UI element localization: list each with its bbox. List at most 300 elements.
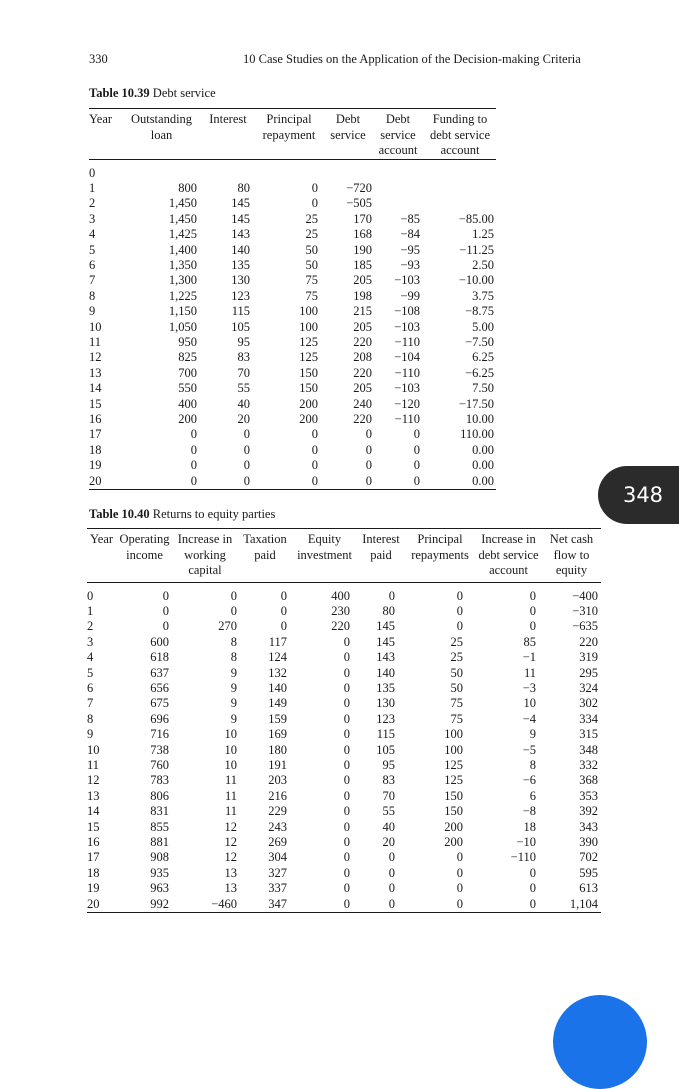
value-cell: 50 bbox=[305, 242, 318, 257]
table2-col-header: Net cash flow to equity bbox=[549, 532, 594, 577]
value-cell: 0 bbox=[413, 473, 420, 488]
year-cell: 10 bbox=[89, 319, 102, 334]
table-row bbox=[87, 773, 601, 788]
value-cell: −110 bbox=[394, 334, 420, 349]
value-cell: 1,350 bbox=[168, 257, 197, 272]
value-cell: −4 bbox=[522, 711, 536, 726]
value-cell: 0 bbox=[311, 196, 318, 211]
value-cell: 117 bbox=[268, 634, 287, 649]
table2-col-header: Increase in debt service account bbox=[478, 532, 539, 577]
value-cell: 198 bbox=[353, 288, 372, 303]
value-cell: 675 bbox=[150, 696, 169, 711]
value-cell: 220 bbox=[353, 334, 372, 349]
value-cell: 0 bbox=[343, 865, 350, 880]
value-cell: 130 bbox=[231, 273, 250, 288]
value-cell: 180 bbox=[268, 742, 287, 757]
value-cell: 390 bbox=[579, 835, 598, 849]
value-cell: 200 bbox=[444, 819, 463, 834]
value-cell: 0 bbox=[243, 473, 250, 488]
table-row bbox=[87, 681, 601, 696]
value-cell: 215 bbox=[353, 304, 372, 319]
value-cell: 0 bbox=[456, 603, 463, 618]
year-cell: 5 bbox=[89, 242, 96, 257]
table2-caption-label: Table 10.40 bbox=[89, 507, 150, 521]
table-row bbox=[89, 243, 496, 258]
value-cell: 200 bbox=[444, 835, 463, 849]
value-cell: 10 bbox=[523, 696, 536, 711]
value-cell: 0 bbox=[343, 650, 350, 665]
value-cell: 1,450 bbox=[168, 211, 197, 226]
value-cell bbox=[372, 196, 424, 211]
table-row bbox=[89, 474, 496, 490]
value-cell: −108 bbox=[394, 304, 420, 319]
value-cell: 150 bbox=[444, 788, 463, 803]
value-cell: 13 bbox=[224, 865, 237, 880]
year-cell: 18 bbox=[87, 865, 100, 880]
value-cell: 220 bbox=[579, 634, 598, 649]
table1-col-header: Principal repayment bbox=[262, 112, 316, 142]
value-cell: 0 bbox=[529, 865, 536, 880]
value-cell: 295 bbox=[579, 665, 598, 680]
value-cell: 800 bbox=[178, 180, 197, 195]
table2-col-header: Year bbox=[90, 532, 114, 546]
value-cell: 83 bbox=[382, 773, 395, 788]
table-row bbox=[89, 159, 496, 181]
value-cell: 205 bbox=[353, 381, 372, 396]
value-cell: 0 bbox=[243, 427, 250, 442]
year-cell: 1 bbox=[89, 180, 96, 195]
value-cell: −3 bbox=[522, 680, 536, 695]
value-cell: −93 bbox=[400, 257, 420, 272]
year-cell: 14 bbox=[89, 381, 102, 396]
value-cell bbox=[202, 159, 254, 181]
value-cell: 229 bbox=[268, 804, 287, 819]
value-cell: −310 bbox=[572, 603, 598, 618]
value-cell: 855 bbox=[150, 819, 169, 834]
table2-caption bbox=[89, 507, 275, 522]
value-cell: 319 bbox=[579, 650, 598, 665]
value-cell: 0 bbox=[456, 619, 463, 634]
table-row bbox=[87, 866, 601, 881]
value-cell: 75 bbox=[450, 711, 463, 726]
value-cell: 347 bbox=[268, 896, 287, 911]
value-cell: 0 bbox=[311, 458, 318, 473]
value-cell: 9 bbox=[529, 727, 536, 742]
value-cell: 75 bbox=[450, 696, 463, 711]
table1-caption-title: Debt service bbox=[152, 86, 216, 100]
value-cell: 0 bbox=[343, 835, 350, 849]
value-cell: 145 bbox=[231, 196, 250, 211]
value-cell: 11 bbox=[224, 788, 237, 803]
value-cell: −120 bbox=[394, 396, 420, 411]
value-cell: 881 bbox=[150, 835, 169, 849]
value-cell: 132 bbox=[268, 665, 287, 680]
table-row bbox=[89, 212, 496, 227]
value-cell: 135 bbox=[231, 257, 250, 272]
value-cell: 0 bbox=[343, 680, 350, 695]
value-cell: 40 bbox=[382, 819, 395, 834]
year-cell: 7 bbox=[89, 273, 96, 288]
value-cell: −8.75 bbox=[465, 304, 494, 319]
year-cell: 15 bbox=[87, 819, 100, 834]
value-cell: −460 bbox=[211, 896, 237, 911]
value-cell: 10 bbox=[224, 727, 237, 742]
value-cell: 9 bbox=[230, 711, 237, 726]
value-cell: 1,050 bbox=[168, 319, 197, 334]
value-cell: 95 bbox=[382, 757, 395, 772]
year-cell: 5 bbox=[87, 665, 94, 680]
table-row bbox=[89, 289, 496, 304]
value-cell: −11.25 bbox=[459, 242, 494, 257]
value-cell: 168 bbox=[353, 227, 372, 242]
value-cell: 130 bbox=[376, 696, 395, 711]
value-cell: 600 bbox=[150, 634, 169, 649]
table-row bbox=[89, 350, 496, 365]
value-cell: 0 bbox=[162, 603, 169, 618]
value-cell: 0 bbox=[280, 588, 287, 603]
value-cell bbox=[372, 181, 424, 196]
year-cell: 14 bbox=[87, 804, 100, 819]
value-cell: 11 bbox=[523, 665, 536, 680]
value-cell: 80 bbox=[382, 603, 395, 618]
value-cell: 11 bbox=[224, 804, 237, 819]
value-cell bbox=[424, 196, 496, 211]
table-row bbox=[89, 335, 496, 350]
value-cell: 1,104 bbox=[569, 896, 598, 911]
value-cell: 125 bbox=[444, 773, 463, 788]
value-cell: 55 bbox=[382, 804, 395, 819]
floating-action-button[interactable] bbox=[553, 995, 647, 1089]
value-cell: 0 bbox=[456, 881, 463, 896]
value-cell: 716 bbox=[150, 727, 169, 742]
year-cell: 19 bbox=[89, 458, 102, 473]
value-cell: −8 bbox=[522, 804, 536, 819]
value-cell: 700 bbox=[178, 365, 197, 380]
table-row bbox=[87, 582, 601, 604]
table-row bbox=[87, 835, 601, 850]
value-cell: 50 bbox=[450, 680, 463, 695]
value-cell: 400 bbox=[178, 396, 197, 411]
value-cell: 0 bbox=[365, 427, 372, 442]
value-cell: −104 bbox=[394, 350, 420, 365]
year-cell: 3 bbox=[89, 211, 96, 226]
value-cell: 0 bbox=[190, 473, 197, 488]
value-cell: 145 bbox=[376, 634, 395, 649]
value-cell: 85 bbox=[523, 634, 536, 649]
table1-col-header: Debt service bbox=[330, 112, 366, 142]
value-cell: 205 bbox=[353, 273, 372, 288]
value-cell bbox=[424, 159, 496, 181]
value-cell: 0 bbox=[388, 588, 395, 603]
value-cell bbox=[324, 159, 372, 181]
year-cell: 9 bbox=[89, 304, 96, 319]
table-row bbox=[87, 820, 601, 835]
value-cell: 200 bbox=[299, 412, 318, 426]
year-cell: 11 bbox=[87, 757, 100, 772]
year-cell: 19 bbox=[87, 881, 100, 896]
table2-col-header: Equity investment bbox=[297, 532, 352, 562]
value-cell bbox=[424, 181, 496, 196]
value-cell: 656 bbox=[150, 680, 169, 695]
value-cell: −85.00 bbox=[458, 211, 494, 226]
year-cell: 18 bbox=[89, 442, 102, 457]
value-cell: −17.50 bbox=[458, 396, 494, 411]
table-row bbox=[87, 758, 601, 773]
value-cell: 1,225 bbox=[168, 288, 197, 303]
value-cell: 0 bbox=[343, 742, 350, 757]
value-cell: 738 bbox=[150, 742, 169, 757]
value-cell: 302 bbox=[579, 696, 598, 711]
value-cell: 0 bbox=[365, 473, 372, 488]
value-cell: 270 bbox=[218, 619, 237, 634]
year-cell: 0 bbox=[89, 165, 96, 180]
debt-service-table bbox=[89, 108, 496, 490]
value-cell: 10 bbox=[224, 757, 237, 772]
value-cell: 150 bbox=[299, 365, 318, 380]
table-row bbox=[87, 881, 601, 896]
value-cell: 203 bbox=[268, 773, 287, 788]
value-cell: 150 bbox=[299, 381, 318, 396]
year-cell: 16 bbox=[89, 412, 102, 426]
value-cell: 1.25 bbox=[472, 227, 494, 242]
value-cell: 25 bbox=[305, 227, 318, 242]
table-row bbox=[89, 458, 496, 473]
value-cell: 550 bbox=[178, 381, 197, 396]
value-cell: 0 bbox=[343, 881, 350, 896]
value-cell: 0 bbox=[190, 427, 197, 442]
value-cell: 243 bbox=[268, 819, 287, 834]
value-cell: 70 bbox=[237, 365, 250, 380]
year-cell: 20 bbox=[87, 896, 100, 911]
value-cell: 12 bbox=[224, 835, 237, 849]
table1-caption-label: Table 10.39 bbox=[89, 86, 150, 100]
table-row bbox=[89, 273, 496, 288]
value-cell: 100 bbox=[299, 304, 318, 319]
year-cell: 17 bbox=[89, 427, 102, 442]
value-cell: 220 bbox=[331, 619, 350, 634]
value-cell: 159 bbox=[268, 711, 287, 726]
value-cell: 140 bbox=[268, 680, 287, 695]
table-row bbox=[89, 320, 496, 335]
value-cell: 143 bbox=[231, 227, 250, 242]
value-cell bbox=[117, 159, 202, 181]
value-cell: 216 bbox=[268, 788, 287, 803]
value-cell: 135 bbox=[376, 680, 395, 695]
value-cell: 11 bbox=[224, 773, 237, 788]
value-cell: 3.75 bbox=[472, 288, 494, 303]
table-row bbox=[87, 619, 601, 634]
value-cell: 200 bbox=[178, 412, 197, 426]
value-cell: 205 bbox=[353, 319, 372, 334]
value-cell: −7.50 bbox=[465, 334, 494, 349]
year-cell: 20 bbox=[89, 473, 102, 488]
value-cell: 7.50 bbox=[472, 381, 494, 396]
value-cell: 200 bbox=[299, 396, 318, 411]
table-row bbox=[87, 712, 601, 727]
table-row bbox=[87, 804, 601, 819]
table-row bbox=[89, 227, 496, 242]
value-cell: 105 bbox=[376, 742, 395, 757]
table-row bbox=[87, 696, 601, 711]
value-cell: 0 bbox=[343, 819, 350, 834]
value-cell: 10.00 bbox=[465, 412, 494, 426]
value-cell: 0 bbox=[311, 427, 318, 442]
value-cell: 1,150 bbox=[168, 304, 197, 319]
value-cell: −110 bbox=[394, 412, 420, 426]
value-cell: −10 bbox=[516, 835, 536, 849]
value-cell: 0 bbox=[413, 458, 420, 473]
table2-col-header: Operating income bbox=[119, 532, 170, 562]
value-cell: 18 bbox=[523, 819, 536, 834]
table-row bbox=[89, 196, 496, 211]
table-row bbox=[89, 181, 496, 196]
value-cell: 105 bbox=[231, 319, 250, 334]
value-cell: 0 bbox=[365, 458, 372, 473]
year-cell: 17 bbox=[87, 850, 100, 865]
equity-returns-table bbox=[87, 528, 601, 913]
value-cell: 10 bbox=[224, 742, 237, 757]
table1-col-header: Debt service account bbox=[378, 112, 418, 157]
year-cell: 13 bbox=[89, 365, 102, 380]
value-cell: 12 bbox=[224, 819, 237, 834]
value-cell: 9 bbox=[230, 665, 237, 680]
value-cell: 95 bbox=[237, 334, 250, 349]
value-cell: 0 bbox=[388, 865, 395, 880]
year-cell: 15 bbox=[89, 396, 102, 411]
value-cell: 140 bbox=[376, 665, 395, 680]
value-cell: 40 bbox=[237, 396, 250, 411]
value-cell: 8 bbox=[230, 634, 237, 649]
year-cell: 6 bbox=[87, 680, 94, 695]
value-cell: −10.00 bbox=[458, 273, 494, 288]
value-cell: 9 bbox=[230, 680, 237, 695]
value-cell: 13 bbox=[224, 881, 237, 896]
table-row bbox=[89, 443, 496, 458]
value-cell: 992 bbox=[150, 896, 169, 911]
table-row bbox=[89, 397, 496, 412]
value-cell: 0 bbox=[243, 442, 250, 457]
value-cell: 125 bbox=[299, 350, 318, 365]
table2-col-header: Taxation paid bbox=[243, 532, 287, 562]
value-cell: 0.00 bbox=[472, 458, 494, 473]
value-cell: −103 bbox=[394, 273, 420, 288]
value-cell: 702 bbox=[579, 850, 598, 865]
value-cell: 825 bbox=[178, 350, 197, 365]
value-cell: 0 bbox=[529, 588, 536, 603]
value-cell: 337 bbox=[268, 881, 287, 896]
value-cell: 637 bbox=[150, 665, 169, 680]
value-cell: 0 bbox=[529, 619, 536, 634]
value-cell: 0 bbox=[343, 727, 350, 742]
value-cell: 145 bbox=[231, 211, 250, 226]
value-cell: −110 bbox=[510, 850, 536, 865]
table1-caption bbox=[89, 86, 216, 101]
year-cell: 4 bbox=[87, 650, 94, 665]
value-cell: 75 bbox=[305, 273, 318, 288]
value-cell: 25 bbox=[305, 211, 318, 226]
value-cell: −103 bbox=[394, 319, 420, 334]
year-cell: 11 bbox=[89, 334, 102, 349]
year-cell: 13 bbox=[87, 788, 100, 803]
table1-body bbox=[89, 159, 496, 490]
value-cell: 0 bbox=[529, 603, 536, 618]
table-row bbox=[87, 897, 601, 913]
value-cell: −635 bbox=[572, 619, 598, 634]
table-row bbox=[87, 604, 601, 619]
value-cell: 400 bbox=[331, 588, 350, 603]
value-cell: 0 bbox=[413, 427, 420, 442]
page-number: 330 bbox=[89, 52, 108, 66]
value-cell: 83 bbox=[237, 350, 250, 365]
value-cell: 1,300 bbox=[168, 273, 197, 288]
value-cell: 0 bbox=[311, 442, 318, 457]
value-cell: 12 bbox=[224, 850, 237, 865]
table-row bbox=[89, 427, 496, 442]
value-cell: 0 bbox=[456, 850, 463, 865]
value-cell: −400 bbox=[572, 588, 598, 603]
value-cell: −95 bbox=[400, 242, 420, 257]
value-cell: 124 bbox=[268, 650, 287, 665]
year-cell: 4 bbox=[89, 227, 96, 242]
value-cell bbox=[254, 159, 324, 181]
value-cell: −720 bbox=[346, 180, 372, 195]
value-cell: 595 bbox=[579, 865, 598, 880]
value-cell: 1,425 bbox=[168, 227, 197, 242]
value-cell: 0 bbox=[456, 588, 463, 603]
value-cell: 20 bbox=[382, 835, 395, 849]
value-cell: 0 bbox=[388, 850, 395, 865]
value-cell: 0 bbox=[388, 881, 395, 896]
value-cell: 100 bbox=[444, 742, 463, 757]
value-cell: 123 bbox=[231, 288, 250, 303]
value-cell: 324 bbox=[579, 680, 598, 695]
value-cell: 963 bbox=[150, 881, 169, 896]
value-cell: 20 bbox=[237, 412, 250, 426]
value-cell: −6.25 bbox=[465, 365, 494, 380]
value-cell: 0 bbox=[388, 896, 395, 911]
value-cell: 613 bbox=[579, 881, 598, 896]
value-cell: 125 bbox=[299, 334, 318, 349]
value-cell bbox=[372, 159, 424, 181]
value-cell: 343 bbox=[579, 819, 598, 834]
value-cell: 0 bbox=[456, 896, 463, 911]
table-row bbox=[89, 381, 496, 396]
table2-col-header: Principal repayments bbox=[411, 532, 469, 562]
page-indicator-badge[interactable]: 348 bbox=[598, 466, 679, 524]
value-cell: 269 bbox=[268, 835, 287, 849]
year-cell: 9 bbox=[87, 727, 94, 742]
value-cell: 0 bbox=[190, 458, 197, 473]
value-cell: 0 bbox=[529, 896, 536, 911]
running-title: 10 Case Studies on the Application of the Decision-making Criteria bbox=[243, 52, 581, 66]
table1-col-header: Outstanding loan bbox=[130, 112, 193, 142]
value-cell: 240 bbox=[353, 396, 372, 411]
value-cell: −99 bbox=[400, 288, 420, 303]
value-cell: 149 bbox=[268, 696, 287, 711]
table-row bbox=[87, 789, 601, 804]
value-cell: 0 bbox=[311, 180, 318, 195]
value-cell: 368 bbox=[579, 773, 598, 788]
value-cell: 0 bbox=[343, 711, 350, 726]
value-cell: −5 bbox=[522, 742, 536, 757]
value-cell: 0 bbox=[529, 881, 536, 896]
year-cell: 3 bbox=[87, 634, 94, 649]
value-cell: 304 bbox=[268, 850, 287, 865]
table-row bbox=[87, 743, 601, 758]
value-cell: 6.25 bbox=[472, 350, 494, 365]
value-cell: 125 bbox=[444, 757, 463, 772]
value-cell: 0 bbox=[343, 757, 350, 772]
